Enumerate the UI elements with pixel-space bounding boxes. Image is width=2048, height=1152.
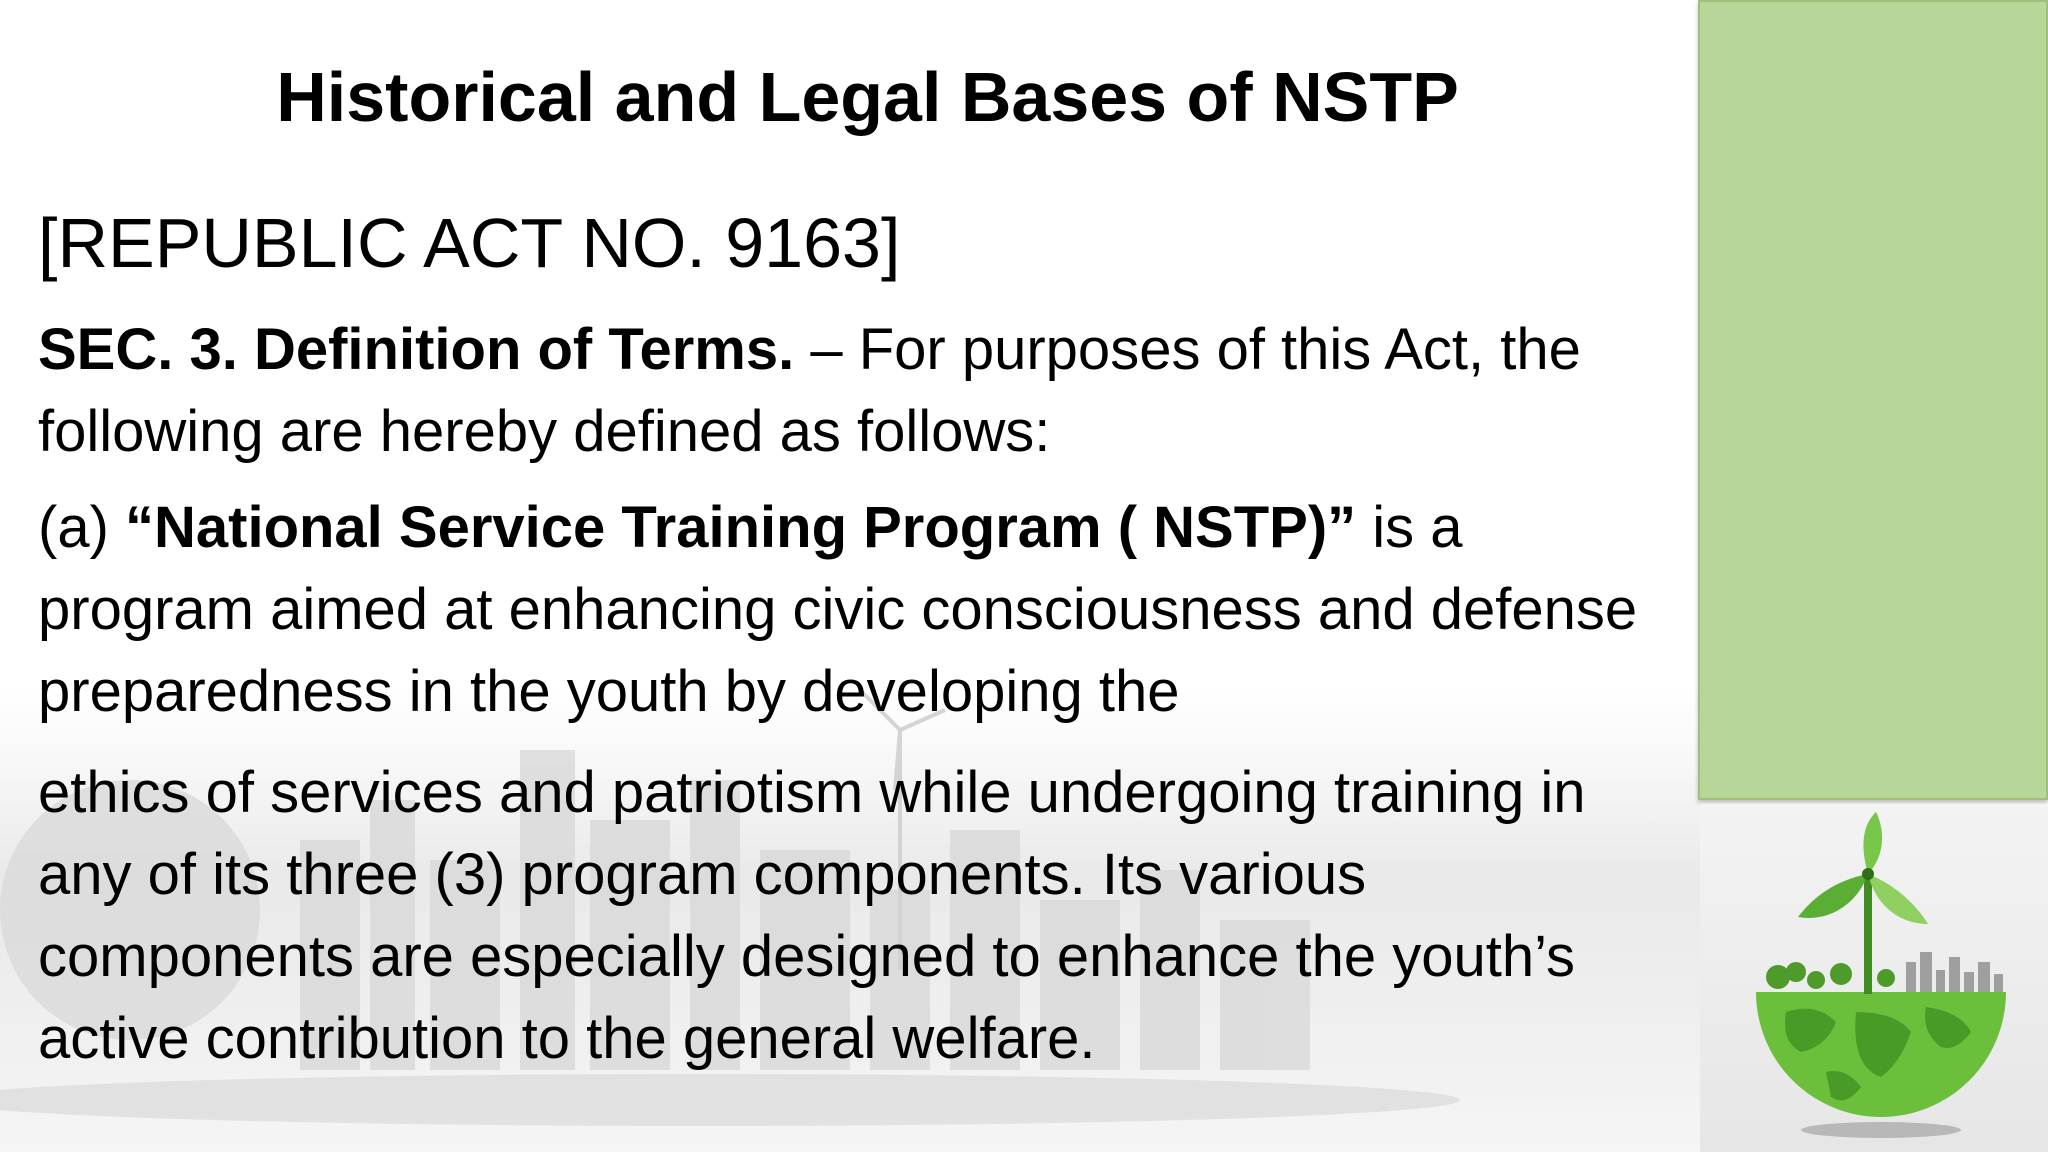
section-3-paragraph — [38, 309, 1678, 473]
item-a-text-part1: is a program aimed at enhancing civic consciousness and defense preparedness in the youth by developing the — [38, 495, 1638, 724]
item-a-paragraph-continued: ethics of services and patriotism while undergoing training in any of its three (3) program components. Its various components are especially designed to enhance the youth’s active contribution to the general welfare. — [38, 760, 1586, 1071]
item-a-term: “National Service Training Program ( NSTP)” — [125, 495, 1357, 560]
slide-title: Historical and Legal Bases of NSTP — [276, 58, 1459, 136]
section-3-text: – For purposes of this Act, the following are hereby defined as follows: — [38, 317, 1581, 464]
eco-globe-wind-turbine-icon — [1706, 812, 2046, 1152]
section-3-label: SEC. 3. Definition of Terms. — [38, 317, 795, 382]
green-side-panel — [1698, 0, 2048, 800]
item-a-prefix: (a) — [38, 495, 125, 560]
act-heading: [REPUBLIC ACT NO. 9163] — [38, 204, 901, 282]
item-a-paragraph — [38, 487, 1678, 733]
